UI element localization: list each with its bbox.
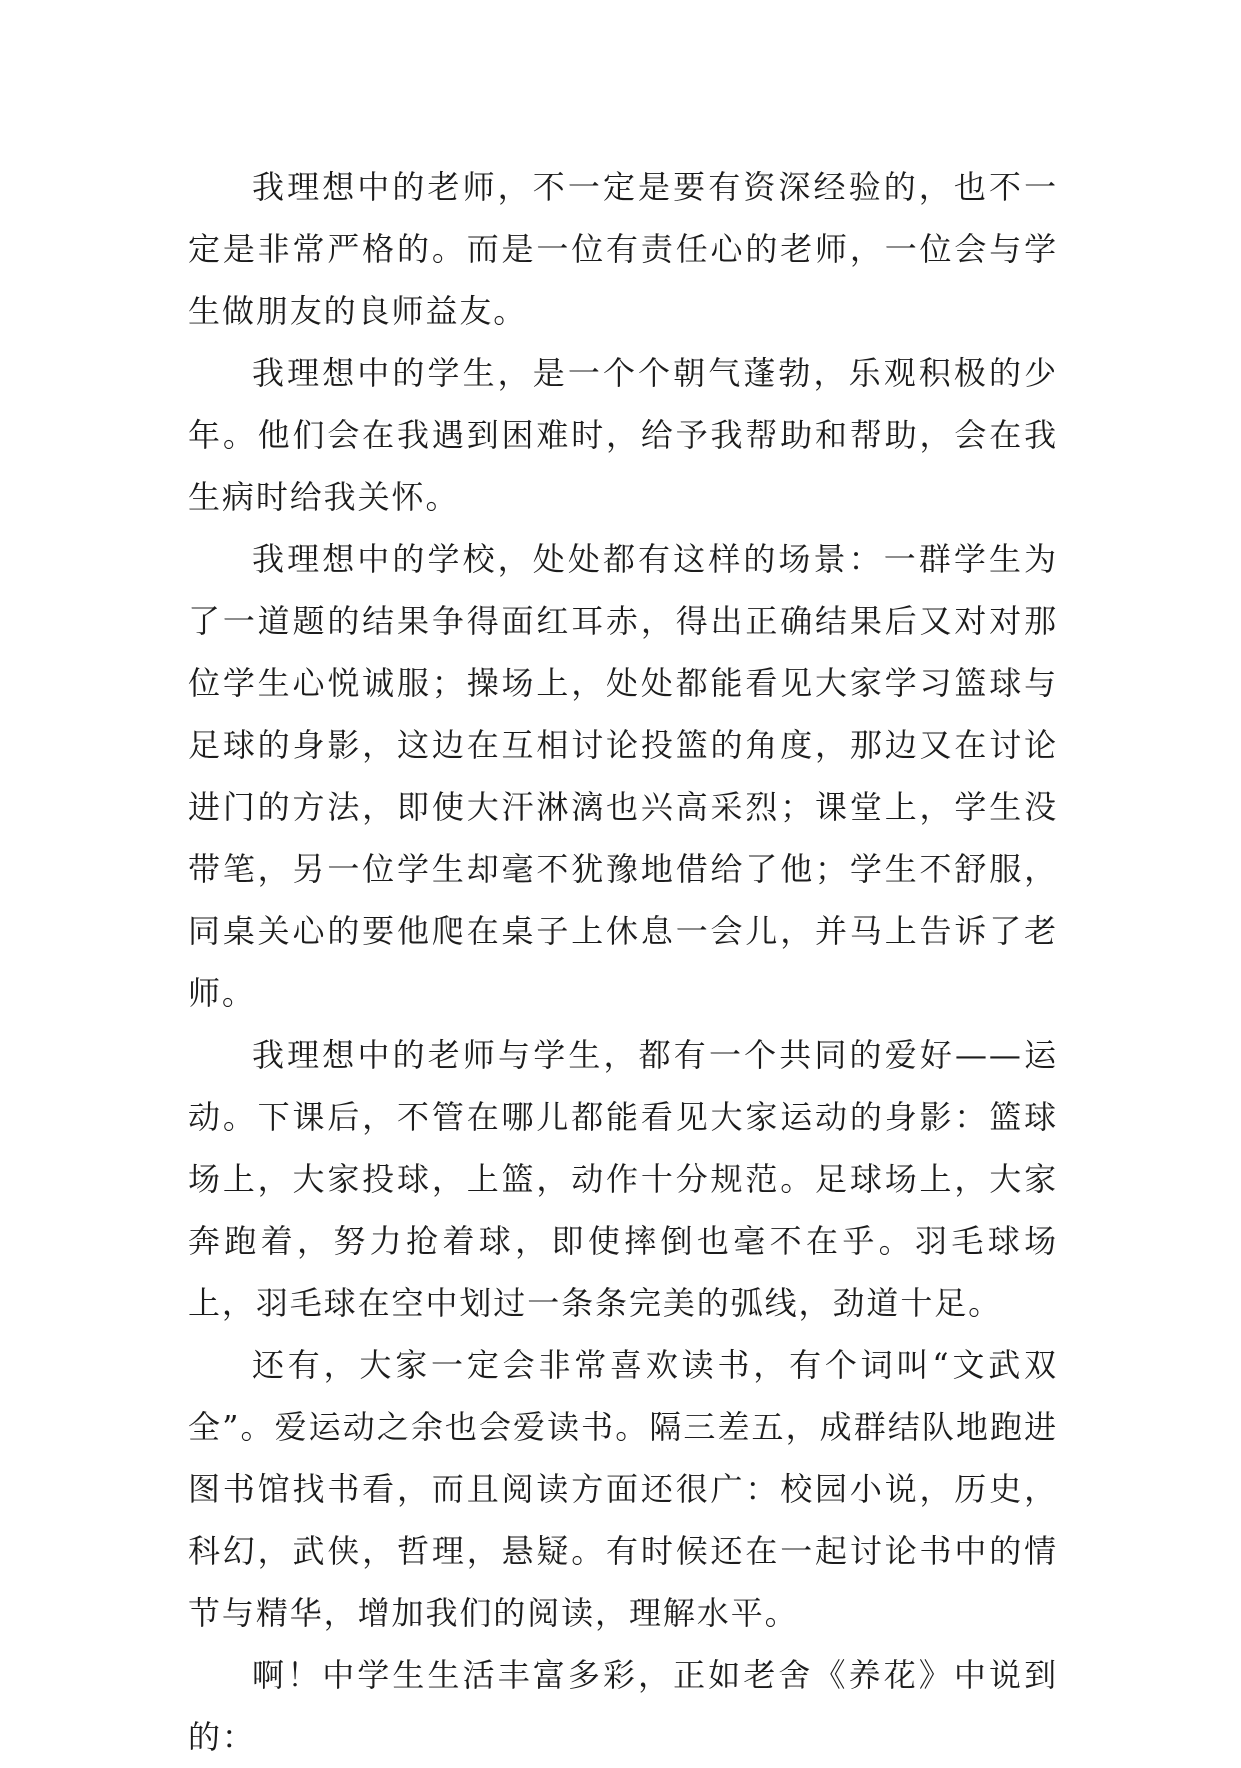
paragraph-sports: 我理想中的老师与学生，都有一个共同的爱好——运动。下课后，不管在哪儿都能看见大家运动的身影：篮球场上，大家投球，上篮，动作十分规范。足球场上，大家奔跑着，努力抢着球，即使摔倒也毫不在乎。羽毛球场上，羽毛球在空中划过一条条完美的弧线，劲道十足。 [188,1036,1058,1322]
paragraph-ideal-teacher: 我理想中的老师，不一定是要有资深经验的，也不一定是非常严格的。而是一位有责任心的老师，一位会与学生做朋友的良师益友。 [188,168,1058,330]
paragraph-ideal-students: 我理想中的学生，是一个个朝气蓬勃，乐观积极的少年。他们会在我遇到困难时，给予我帮助和帮助，会在我生病时给我关怀。 [188,354,1058,516]
paragraph-reading: 还有，大家一定会非常喜欢读书，有个词叫“文武双全”。爱运动之余也会爱读书。隔三差五，成群结队地跑进图书馆找书看，而且阅读方面还很广：校园小说，历史，科幻，武侠，哲理，悬疑。有时候还在一起讨论书中的情节与精华，增加我们的阅读，理解水平。 [188,1346,1058,1632]
paragraph-conclusion: 啊！中学生生活丰富多彩，正如老舍《养花》中说到的： [188,1656,1058,1756]
document-body [188,156,1058,1768]
paragraph-ideal-school: 我理想中的学校，处处都有这样的场景：一群学生为了一道题的结果争得面红耳赤，得出正确结果后又对对那位学生心悦诚服；操场上，处处都能看见大家学习篮球与足球的身影，这边在互相讨论投篮的角度，那边又在讨论进门的方法，即使大汗淋漓也兴高采烈；课堂上，学生没带笔，另一位学生却毫不犹豫地借给了他；学生不舒服，同桌关心的要他爬在桌子上休息一会儿，并马上告诉了老师。 [188,540,1058,1012]
